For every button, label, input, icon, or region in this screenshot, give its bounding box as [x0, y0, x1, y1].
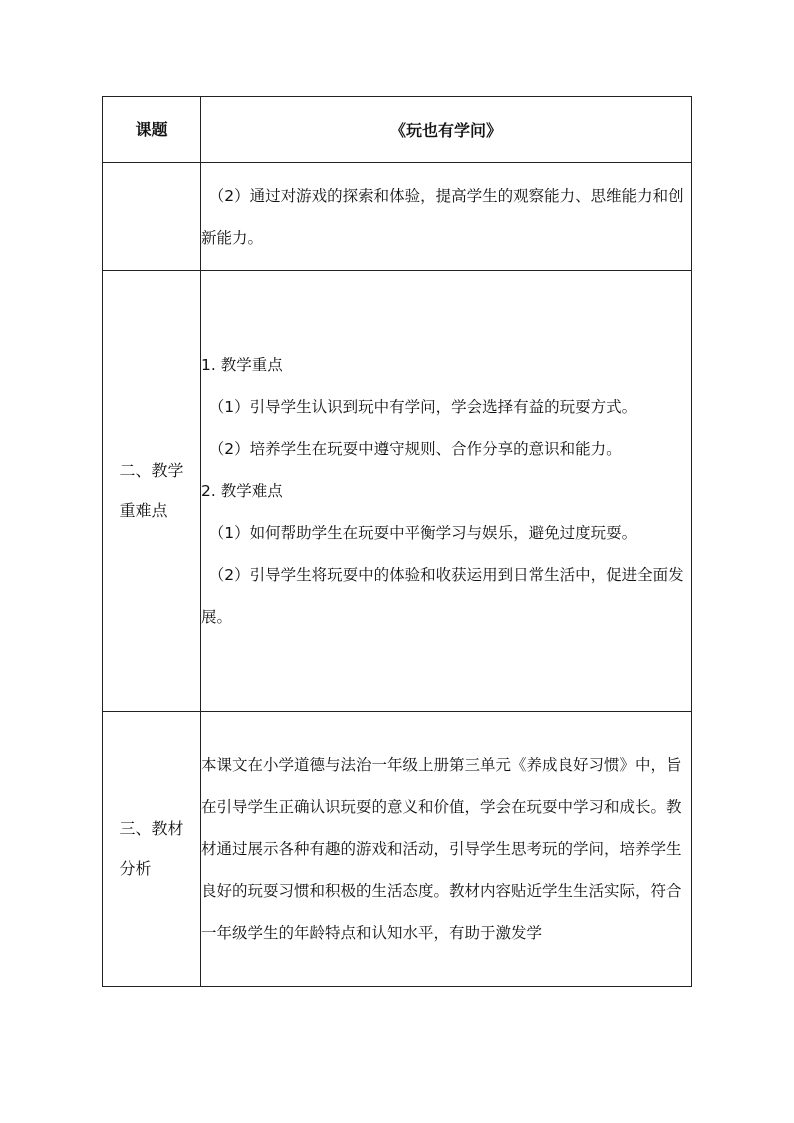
- key-points-label-cell: [103, 271, 201, 712]
- key-points-label: 二、教学重难点: [119, 461, 184, 520]
- material-analysis-text: 本课文在小学道德与法治一年级上册第三单元《养成良好习惯》中，旨在引导学生正确认识玩耍的意义和价值，学会在玩耍中学习和成长。教材通过展示各种有趣的游戏和活动，引导学生思考玩的学问，培养学生良好的玩耍习惯和积极的生活态度。教材内容贴近学生生活实际，符合一年级学生的年龄特点和认知水平，有助于激发学: [201, 756, 682, 942]
- material-analysis-label: 三、教材分析: [119, 819, 184, 878]
- table-header-row: [103, 97, 692, 163]
- material-analysis-content: [201, 712, 692, 987]
- objectives-label: [103, 163, 201, 271]
- objective-item-2: （2）通过对游戏的探索和体验，提高学生的观察能力、思维能力和创新能力。: [201, 186, 684, 247]
- objectives-row: [103, 163, 692, 271]
- difficulty-item-1: （1）如何帮助学生在玩耍中平衡学习与娱乐，避免过度玩耍。: [208, 524, 638, 542]
- lesson-title: 《玩也有学问》: [201, 97, 692, 163]
- key-point-item-1: （1）引导学生认识到玩中有学问，学会选择有益的玩耍方式。: [208, 398, 638, 416]
- key-points-content: [201, 271, 692, 712]
- difficulty-item-2: （2）引导学生将玩耍中的体验和收获运用到日常生活中，促进全面发展。: [201, 566, 684, 626]
- lesson-plan-table: [102, 96, 692, 987]
- header-label: 课题: [103, 97, 201, 163]
- material-analysis-label-cell: [103, 712, 201, 987]
- key-point-item-2: （2）培养学生在玩耍中遵守规则、合作分享的意识和能力。: [208, 440, 622, 458]
- key-points-row: [103, 271, 692, 712]
- material-analysis-row: [103, 712, 692, 987]
- key-points-heading: 1. 教学重点: [201, 356, 283, 374]
- difficulties-heading: 2. 教学难点: [201, 482, 283, 500]
- objectives-content: [201, 163, 692, 271]
